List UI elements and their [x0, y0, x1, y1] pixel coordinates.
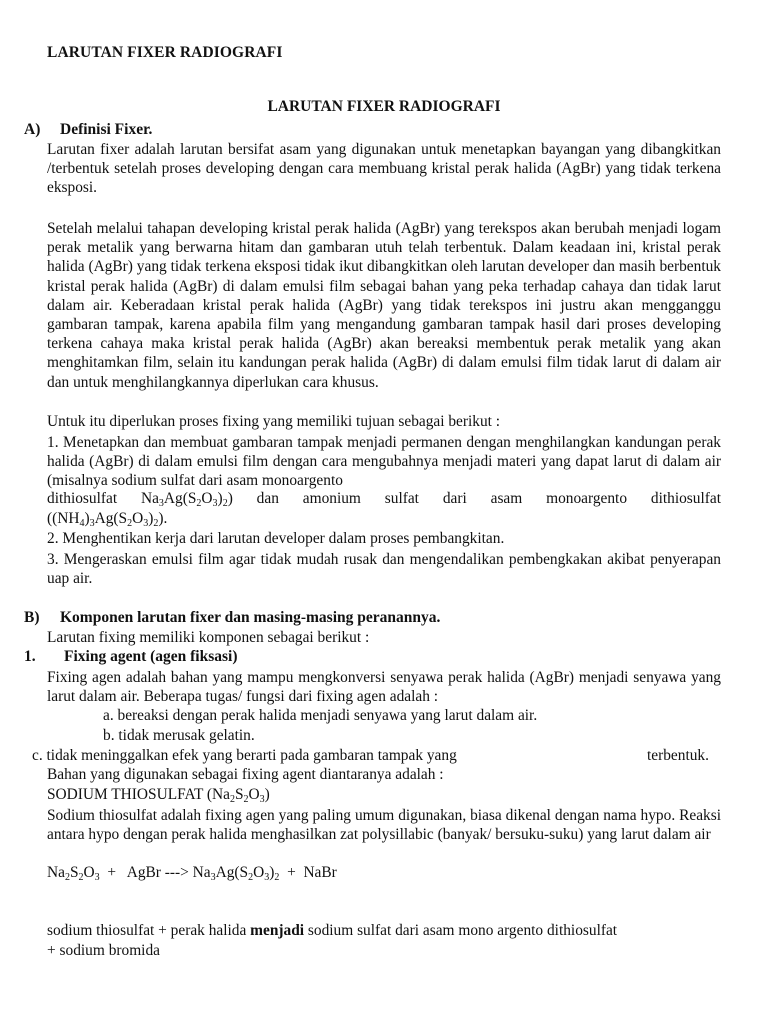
formula-text: ) — [84, 510, 90, 527]
formula-text: O — [201, 490, 213, 507]
task-c-end: terbentuk. — [647, 747, 709, 764]
reaction-description-end: + sodium bromida — [47, 942, 160, 959]
sodium-thiosulfat-paragraph: Sodium thiosulfat adalah fixing agen yang paling umum digunakan, biasa dikenal dengan nama hypo. Reaksi antara hypo dengan perak halida menghasilkan zat polysillabic (banyak/ bersuku-suku) yang larut dalam air — [47, 807, 721, 844]
page-title-text: LARUTAN FIXER RADIOGRAFI — [267, 98, 501, 115]
developing-paragraph: Setelah melalui tahapan developing kristal perak halida (AgBr) yang terekspos akan berubah menjadi logam perak metalik yang berwarna hitam dan gambaran utuh telah terbentuk. Dalam keadaan ini, kristal perak halida (AgBr) yang tidak terkena eksposi tidak ikut dibangkitkan oleh larutan developer dan masih berbentuk kristal perak halida (AgBr) di dalam emulsi film sebagai bahan yang peka terhadap cahaya dan tidak larut dalam air. Keberadaan kristal perak halida (AgBr) yang tidak terekspos ini justru akan mengganggu gambaran tampak, karena apabila film yang mengandung gambaran tampak hasil dari proses developing terkena cahaya maka kristal perak halida (AgBr) akan bereaksi membentuk perak metalik yang akan menghitamkan film, selain itu kandungan perak halida (AgBr) di dalam emulsi film tidak larut di dalam air dan untuk menghilangkannya diperlukan cara khusus. — [47, 220, 721, 391]
formula-text: Ag(S — [215, 864, 249, 881]
section-a-heading — [24, 121, 152, 139]
formula-text: Na — [47, 864, 65, 881]
formula-sub: 2 — [274, 872, 280, 883]
purpose-intro: Untuk itu diperlukan proses fixing yang memiliki tujuan sebagai berikut : — [47, 413, 501, 430]
purpose-item-1: 1. Menetapkan dan membuat gambaran tampak menjadi permanen dengan menghilangkan kandungan perak halida (AgBr) di dalam emulsi film dengan cara mengubahnya menjadi materi yang dapat larut di dalam air (misalnya sodium sulfat dari asam monoargento — [47, 434, 721, 490]
formula-sub: 2 — [196, 498, 202, 509]
formula-text: S — [69, 864, 79, 881]
reaction-equation — [47, 864, 337, 882]
reaction-description — [47, 922, 617, 940]
section-b-label: B) — [24, 609, 40, 626]
section-b-heading — [24, 609, 440, 627]
formula-sub: 2 — [64, 872, 70, 883]
subsection-1-title: Fixing agent (agen fiksasi) — [64, 648, 238, 665]
fixing-agent-paragraph: Fixing agen adalah bahan yang mampu mengkonversi senyawa perak halida (AgBr) menjadi senyawa yang larut dalam air. Beberapa tugas/ fungsi dari fixing agen adalah : — [47, 669, 721, 706]
formula-sub: 3 — [94, 872, 100, 883]
formula-text: Ag(S — [163, 490, 197, 507]
formula-sub: 2 — [229, 794, 235, 805]
formula-sub: 3 — [259, 794, 265, 805]
components-intro: Larutan fixing memiliki komponen sebagai berikut : — [47, 629, 370, 646]
formula-text: ) — [148, 510, 154, 527]
sodium-thiosulfat-heading — [47, 786, 270, 804]
formula-sub: 3 — [143, 518, 149, 529]
formula-sub: 2 — [243, 794, 249, 805]
formula-sub: 2 — [78, 872, 84, 883]
formula-sub: 3 — [210, 872, 216, 883]
formula-text: ) — [217, 490, 223, 507]
formula-sub: 4 — [79, 518, 85, 529]
formula-sub: 2 — [153, 518, 159, 529]
formula-text: ) — [269, 864, 275, 881]
definition-paragraph: Larutan fixer adalah larutan bersifat asam yang digunakan untuk menetapkan bayangan yang dibangkitkan /terbentuk setelah proses developing dengan cara membuang kristal perak halida (AgBr) yang tidak terkena eksposi. — [47, 141, 721, 197]
section-a-label: A) — [24, 121, 41, 138]
reaction-text: sodium sulfat dari asam mono argento dithiosulfat — [304, 922, 618, 939]
purpose-item-1-formula-2 — [47, 510, 167, 528]
materials-intro: Bahan yang digunakan sebagai fixing agent diantaranya adalah : — [47, 766, 444, 783]
section-b-title: Komponen larutan fixer dan masing-masing peranannya. — [60, 609, 441, 626]
subsection-1-label: 1. — [24, 648, 36, 665]
formula-sub: 2 — [127, 518, 133, 529]
formula-text: O — [253, 864, 265, 881]
formula-text: O — [248, 786, 260, 803]
subsection-1-heading — [24, 648, 238, 666]
formula-sub: 2 — [248, 872, 254, 883]
purpose-item-3: 3. Mengeraskan emulsi film agar tidak mudah rusak dan mengendalikan pembengkakan akibat penyerapan uap air. — [47, 551, 721, 588]
formula-text: Ag(S — [94, 510, 128, 527]
formula-text: ) dan amonium sulfat dari asam monoargento dithiosulfat — [227, 490, 721, 507]
formula-text: SODIUM THIOSULFAT (Na — [47, 786, 230, 803]
formula-text: + AgBr ---> Na — [99, 864, 211, 881]
reaction-bold-word: menjadi — [250, 922, 305, 939]
task-a: a. bereaksi dengan perak halida menjadi senyawa yang larut dalam air. — [103, 707, 538, 724]
task-b: b. tidak merusak gelatin. — [103, 727, 255, 744]
reaction-text: sodium thiosulfat + perak halida — [47, 922, 251, 939]
formula-sub: 3 — [158, 498, 164, 509]
task-c: c. tidak meninggalkan efek yang berarti pada gambaran tampak yang — [32, 747, 457, 764]
formula-sub: 2 — [222, 498, 228, 509]
formula-text: O — [132, 510, 144, 527]
formula-text: dithiosulfat Na — [47, 490, 159, 507]
formula-text: + NaBr — [279, 864, 337, 881]
purpose-item-1-formula-line — [47, 490, 721, 508]
section-a-title: Definisi Fixer. — [60, 121, 153, 138]
formula-text: ((NH — [47, 510, 80, 527]
formula-text: ). — [158, 510, 168, 527]
formula-text: O — [83, 864, 95, 881]
purpose-item-2: 2. Menghentikan kerja dari larutan developer dalam proses pembangkitan. — [47, 530, 505, 547]
document-header: LARUTAN FIXER RADIOGRAFI — [47, 44, 283, 61]
formula-sub: 3 — [89, 518, 95, 529]
formula-text: ) — [264, 786, 270, 803]
formula-text: S — [234, 786, 244, 803]
page-title — [0, 98, 768, 116]
formula-sub: 3 — [264, 872, 270, 883]
formula-sub: 3 — [212, 498, 218, 509]
